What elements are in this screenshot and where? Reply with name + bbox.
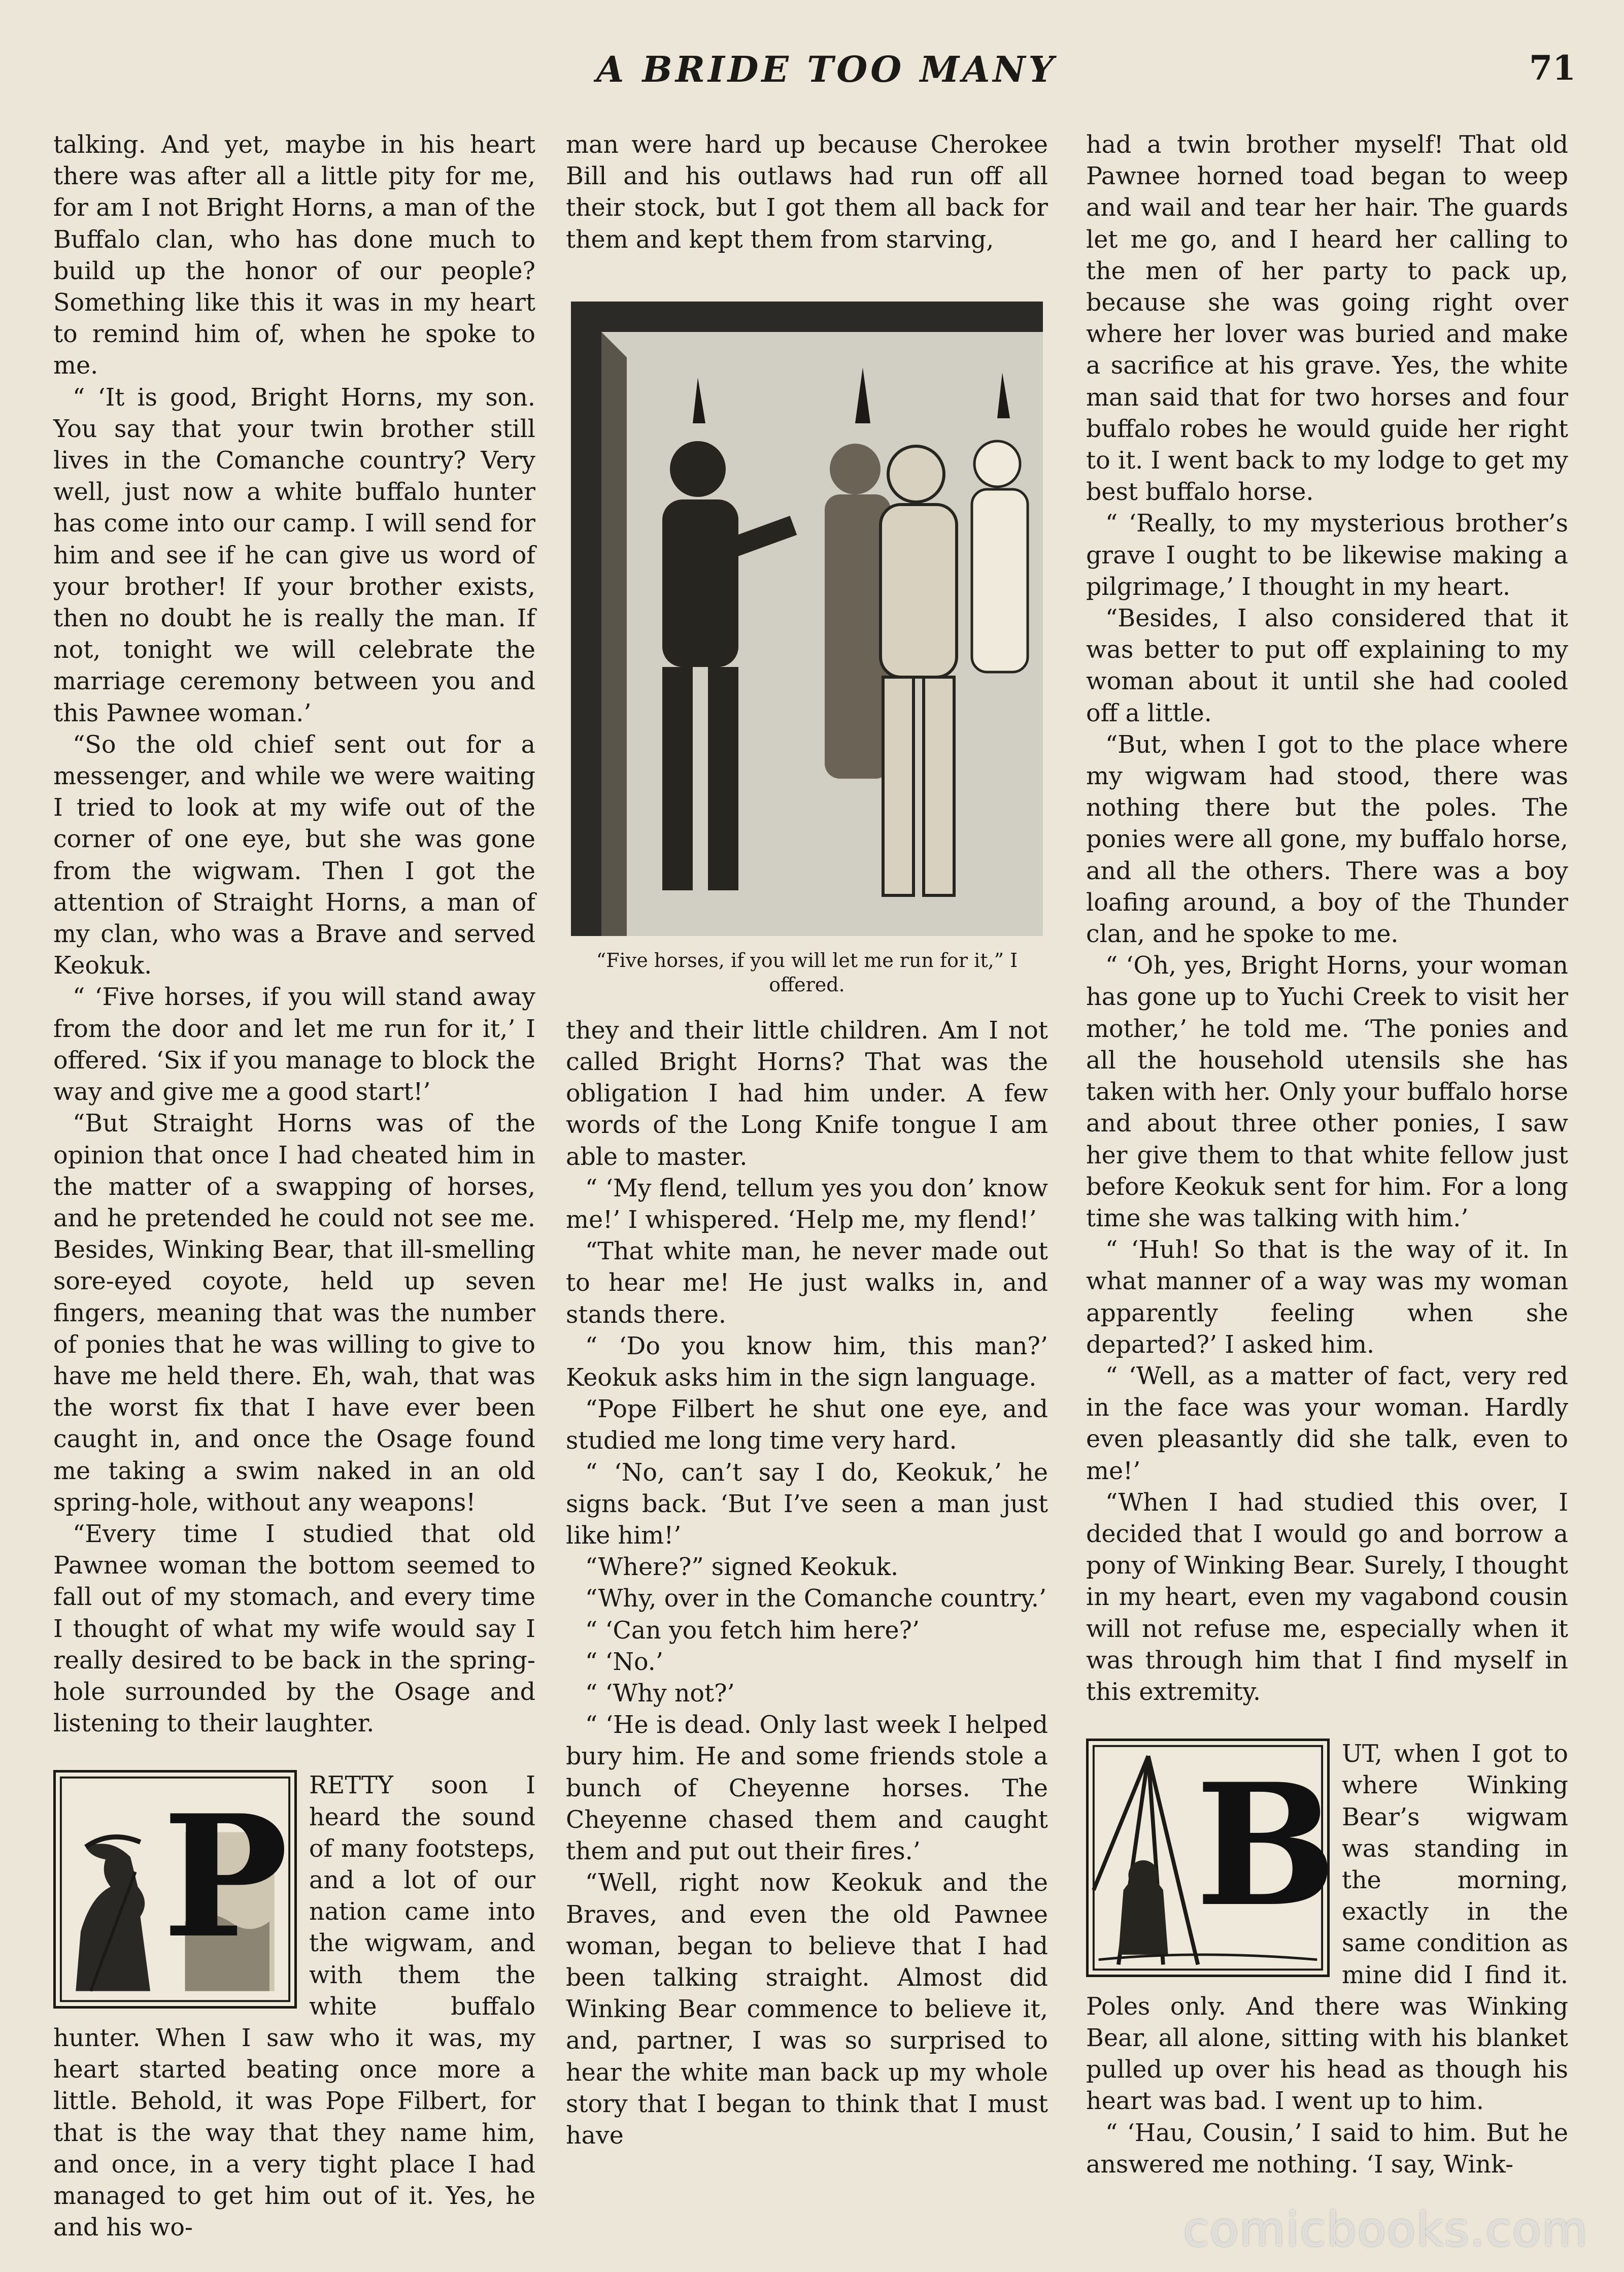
paragraph: man were hard up because Cherokee Bill and his outlaws had run off all their stock, but I got them all back for them and kept them from starving, xyxy=(566,131,1048,254)
paragraph: “ ‘No, can’t say I do, Keokuk,’ he signs back. ‘But I’ve seen a man just like him!’ xyxy=(566,1458,1048,1550)
paragraph: “So the old chief sent out for a messenger, and while we were waiting I tried to look at my wife out of the corner of one eye, but she was gone from the wigwam. Then I got the attention of Straight Horns, a man of my clan, who was a Brave and served Keokuk. xyxy=(53,730,535,980)
paragraph: “But Straight Horns was of the opinion that once I had cheated him in the matter of a swapping of horses, and he pretended he could not see me. Besides, Winking Bear, that ill-smelling sore-eyed coyote, held up seven fingers, meaning that was the number of ponies that he was willing to give to have me held there. Eh, wah, that was the worst fix that I have ever been caught in, and once the Osage found me taking a swim naked in an old spring-hole, without any weapons! xyxy=(53,1110,535,1517)
paragraph: “That white man, he never made out to hear me! He just walks in, and stands there. xyxy=(566,1238,1048,1329)
dropcap-letter: B xyxy=(1195,1747,1337,1944)
paragraph: “Pope Filbert he shut one eye, and studied me long time very hard. xyxy=(566,1395,1048,1455)
paragraph: “ ‘He is dead. Only last week I helped bury him. He and some friends stole a bunch of Cheyenne horses. The Cheyenne chased them and caught them and put out their fires.’ xyxy=(566,1711,1048,1866)
paragraph: “But, when I got to the place where my wigwam had stood, there was nothing there but the poles. The ponies were all gone, my buffalo horse, and all the others. There was a boy loafing around, a boy of the Thunder clan, and he spoke to me. xyxy=(1086,730,1568,949)
paragraph: “ ‘Five horses, if you will stand away from the door and let me run for it,’ I offered. ‘Six if you manage to block the way and give me a good start!’ xyxy=(53,983,535,1107)
page-number: 71 xyxy=(1529,48,1576,88)
paragraph: had a twin brother myself! That old Pawnee horned toad began to weep and wail and tear her hair. The guards let me go, and I heard her calling to the men of her party to pack up, because she was going right over where her lover was buried and make a sacrifice at his grave. Yes, the white man said that for two horses and four buffalo robes he would guide her right to it. I went back to my lodge to get my best buffalo horse. xyxy=(1086,131,1568,507)
page-header xyxy=(0,48,1624,99)
dropcap-paragraph xyxy=(1086,1739,1568,2181)
paragraph: “ ‘Hau, Cousin,’ I said to him. But he answered me nothing. ‘I say, Wink- xyxy=(1086,2119,1568,2179)
dropcap-paragraph xyxy=(53,1770,535,2244)
text-column-2 xyxy=(566,129,1048,2152)
paragraph: “ ‘Can you fetch him here?’ xyxy=(585,1616,920,1645)
paragraph: “ ‘Do you know him, this man?’ Keokuk asks him in the sign language. xyxy=(566,1332,1048,1392)
dropcap-illustration-p xyxy=(53,1770,297,2009)
text-column-1 xyxy=(53,129,535,2244)
watermark: comicbooks.com xyxy=(1183,2202,1588,2257)
paragraph: “When I had studied this over, I decided that I would go and borrow a pony of Winking Bear. Surely, I thought in my heart, even my vagabond cousin will not refuse me, especially when it was through him that I find myself in this extremity. xyxy=(1086,1488,1568,1706)
illustration-figure xyxy=(566,302,1048,997)
paragraph: “ ‘Really, to my mysterious brother’s grave I ought to be likewise making a pilgrimage,’ I thought in my heart. xyxy=(1086,510,1568,601)
paragraph: “Well, right now Keokuk and the Braves, and even the old Pawnee woman, began to believe that I had been talking straight. Almost did Winking Bear commence to believe it, and, partner, I was so surprised to hear the white man back up my whole story that I began to think that I must have xyxy=(566,1869,1048,2150)
running-title: A BRIDE TOO MANY xyxy=(596,48,1057,90)
paragraph: “Where?” signed Keokuk. xyxy=(585,1553,899,1582)
paragraph: “ ‘Huh! So that is the way of it. In what manner of a way was my woman apparently feeling when she departed?’ I asked him. xyxy=(1086,1236,1568,1359)
dropcap-illustration-b xyxy=(1086,1739,1337,1977)
paragraph: “ ‘My flend, tellum yes you don’ know me!’ I whispered. ‘Help me, my flend!’ xyxy=(566,1174,1048,1234)
illustration-caption: “Five horses, if you will let me run for it,” I offered. xyxy=(596,949,1018,996)
dropcap-paragraph-text: RETTY soon I heard the sound of many footsteps, and a lot of our nation came into the wigwam, and with them the white buffalo hunter. When I saw who it was, my heart started beating once more a little. Behold, it was Pope Filbert, for that is the way that they name him, and once, in a very tight place I had managed to get him out of it. Yes, he and his wo- xyxy=(53,1772,535,2242)
dropcap-letter: P xyxy=(162,1778,289,1976)
dropcap-paragraph-text: UT, when I got to where Winking Bear’s wigwam was standing in the morning, exactly in the same condition as mine did I find it. Poles only. And there was Winking Bear, all alone, sitting with his blanket pulled up over his head as though his heart was bad. I went up to him. xyxy=(1086,1740,1568,2116)
paragraph: “ ‘Well, as a matter of fact, very red in the face was your woman. Hardly even pleasantly did she talk, even to me!’ xyxy=(1086,1362,1568,1485)
paragraph: “Besides, I also considered that it was better to put off explaining to my woman about it until she had cooled off a little. xyxy=(1086,605,1568,727)
paragraph: “ ‘Why not?’ xyxy=(585,1680,735,1708)
paragraph: they and their little children. Am I not called Bright Horns? That was the obligation I had him under. A few words of the Long Knife tongue I am able to master. xyxy=(566,1016,1048,1171)
paragraph: “ ‘Oh, yes, Bright Horns, your woman has gone up to Yuchi Creek to visit her mother,’ he told me. ‘The ponies and all the household utensils she has taken with her. Only your buffalo horse and about three other ponies, I saw her give them to that white fellow just before Keokuk sent for him. For a long time she was talking with him.’ xyxy=(1086,952,1568,1232)
paragraph: “Why, over in the Comanche country.’ xyxy=(585,1585,1047,1613)
text-column-3 xyxy=(1086,129,1568,2181)
paragraph: “ ‘No.’ xyxy=(585,1648,664,1676)
paragraph: “ ‘It is good, Bright Horns, my son. You say that your twin brother still lives in the Comanche country? Very well, just now a white buffalo hunter has come into our camp. I will send for him and see if he can give us word of your brother! If your brother exists, then no doubt he is really the man. If not, tonight we will celebrate the marriage ceremony between you and this Pawnee woman.’ xyxy=(53,383,535,727)
paragraph: “Every time I studied that old Pawnee woman the bottom seemed to fall out of my stomach, and every time I thought of what my wife would say I really desired to be back in the spring-hole surrounded by the Osage and listening to their laughter. xyxy=(53,1520,535,1738)
illustration-indians xyxy=(571,302,1043,936)
paragraph: talking. And yet, maybe in his heart there was after all a little pity for me, for am I not Bright Horns, a man of the Buffalo clan, who has done much to build up the honor of our people? Something like this it was in my heart to remind him of, when he spoke to me. xyxy=(53,131,535,380)
